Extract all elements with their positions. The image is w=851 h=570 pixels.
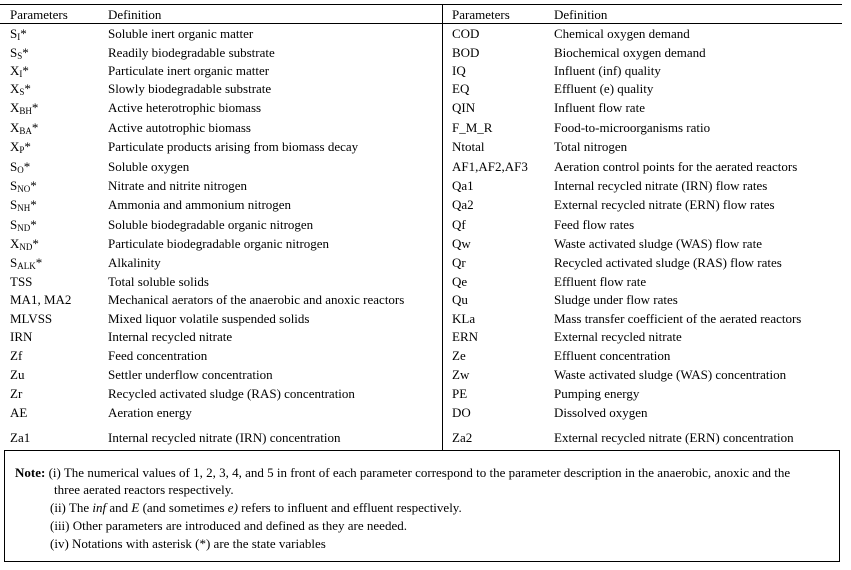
definition-cell: Aeration control points for the aerated reactors — [554, 159, 798, 174]
parameter-symbol: Qu — [452, 292, 468, 307]
definition-cell: Alkalinity — [108, 255, 161, 270]
table-row — [443, 44, 842, 62]
parameter-symbol: IQ — [452, 63, 466, 78]
definition-cell: Active autotrophic biomass — [108, 120, 251, 135]
note-item-iii: (iii) Other parameters are introduced and defined as they are needed. — [50, 518, 407, 533]
definition-cell: Mass transfer coefficient of the aerated reactors — [554, 311, 802, 326]
table-row — [443, 99, 842, 117]
parameter-symbol: X — [10, 100, 20, 115]
parameter-symbol: KLa — [452, 311, 476, 326]
definition-cell: Mixed liquor volatile suspended solids — [108, 311, 310, 326]
definition-cell: Active heterotrophic biomass — [108, 100, 262, 115]
parameter-symbol: X — [10, 236, 20, 251]
definition-cell: Pumping energy — [554, 386, 640, 401]
parameter-symbol: S — [10, 255, 18, 270]
note-item-i — [15, 465, 790, 481]
table-row — [443, 80, 842, 98]
parameter-symbol: Za2 — [452, 430, 473, 445]
table-row — [0, 138, 442, 156]
parameter-subscript: I — [17, 32, 21, 42]
note-item-iv: (iv) Notations with asterisk (*) are the state variables — [50, 536, 326, 551]
parameter-cell — [452, 254, 466, 272]
definition-cell: Total nitrogen — [554, 139, 628, 154]
parameter-cell — [452, 119, 492, 137]
parameter-symbol: PE — [452, 386, 468, 401]
parameter-cell — [10, 404, 27, 422]
parameter-subscript: P — [19, 145, 25, 155]
parameter-symbol: Ze — [452, 348, 466, 363]
parameter-subscript: S — [19, 87, 25, 97]
parameter-symbol: Qa1 — [452, 178, 474, 193]
table-row — [443, 119, 842, 137]
note-ii-and: and — [106, 500, 132, 515]
table-row — [0, 119, 442, 137]
definition-cell: Biochemical oxygen demand — [554, 45, 706, 60]
parameter-symbol: COD — [452, 26, 480, 41]
parameter-cell — [452, 99, 475, 117]
note-box — [4, 450, 840, 562]
parameter-symbol: S — [10, 178, 18, 193]
table-row — [443, 177, 842, 195]
parameter-cell — [10, 347, 22, 365]
parameter-cell — [452, 385, 467, 403]
parameter-symbol: EQ — [452, 81, 470, 96]
state-variable-asterisk: * — [30, 178, 37, 193]
parameter-cell — [10, 25, 27, 43]
parameter-cell — [452, 235, 471, 253]
definition-cell: Nitrate and nitrite nitrogen — [108, 178, 247, 193]
definition-cell: Settler underflow concentration — [108, 367, 273, 382]
parameter-cell — [452, 62, 466, 80]
state-variable-asterisk: * — [24, 139, 31, 154]
parameter-symbol: X — [10, 81, 20, 96]
parameter-symbol: F_M_R — [452, 120, 493, 135]
parameter-symbol: Zu — [10, 367, 25, 382]
note-item-ii — [50, 500, 462, 516]
parameter-symbol: DO — [452, 405, 471, 420]
table-row — [0, 216, 442, 234]
parameter-symbol: Zw — [452, 367, 470, 382]
parameter-cell — [452, 273, 467, 291]
definition-cell: Mechanical aerators of the anaerobic and anoxic reactors — [108, 292, 405, 307]
state-variable-asterisk: * — [22, 45, 29, 60]
table-row — [0, 347, 442, 365]
parameter-cell — [10, 429, 30, 447]
definition-cell: Chemical oxygen demand — [554, 26, 690, 41]
parameter-cell — [10, 216, 37, 234]
parameter-symbol: TSS — [10, 274, 33, 289]
header-rule — [0, 23, 842, 24]
definition-cell: Influent (inf) quality — [554, 63, 661, 78]
definition-cell: Effluent concentration — [554, 348, 671, 363]
parameter-cell — [452, 404, 471, 422]
definition-cell: Particulate products arising from biomass decay — [108, 139, 359, 154]
parameter-symbol: S — [10, 45, 18, 60]
definition-cell: Effluent flow rate — [554, 274, 647, 289]
parameter-symbol: X — [10, 139, 20, 154]
state-variable-asterisk: * — [35, 255, 43, 270]
parameter-symbol: X — [10, 120, 20, 135]
table-row — [0, 196, 442, 214]
table-row — [0, 310, 442, 328]
parameter-cell — [10, 80, 31, 98]
definition-cell: External recycled nitrate (ERN) concentration — [554, 430, 794, 445]
table-row — [0, 99, 442, 117]
definition-cell: External recycled nitrate (ERN) flow rates — [554, 197, 775, 212]
parameter-symbol: BOD — [452, 45, 480, 60]
note-ii-prefix: (ii) The — [50, 500, 93, 515]
definition-cell: Dissolved oxygen — [554, 405, 648, 420]
parameter-symbol: IRN — [10, 329, 33, 344]
parameter-subscript: BH — [19, 106, 32, 116]
state-variable-asterisk: * — [32, 236, 39, 251]
table-row — [443, 291, 842, 309]
parameter-cell — [452, 216, 466, 234]
definition-cell: Soluble biodegradable organic nitrogen — [108, 217, 314, 232]
parameter-cell — [10, 385, 22, 403]
parameter-cell — [452, 291, 468, 309]
definition-cell: Feed concentration — [108, 348, 208, 363]
parameter-cell — [452, 44, 479, 62]
parameter-symbol: AE — [10, 405, 28, 420]
parameter-symbol: Ntotal — [452, 139, 485, 154]
header-definition-left: Definition — [108, 7, 162, 22]
header-parameters-right: Parameters — [452, 7, 510, 22]
parameter-cell — [452, 328, 478, 346]
note-ii-e: e) — [227, 500, 238, 515]
definition-cell: Recycled activated sludge (RAS) concentration — [108, 386, 355, 401]
table-row — [0, 385, 442, 403]
definition-cell: Influent flow rate — [554, 100, 645, 115]
table-row — [443, 273, 842, 291]
parameter-symbol: Qw — [452, 236, 471, 251]
parameter-cell — [10, 291, 71, 309]
parameter-subscript: ALK — [17, 261, 36, 271]
parameter-cell — [10, 366, 24, 384]
definition-cell: Readily biodegradable substrate — [108, 45, 275, 60]
parameter-cell — [452, 25, 479, 43]
state-variable-asterisk: * — [20, 26, 27, 41]
definition-cell: External recycled nitrate — [554, 329, 682, 344]
table-row — [443, 429, 842, 447]
parameter-subscript: S — [17, 51, 23, 61]
parameter-subscript: I — [19, 69, 23, 79]
parameter-cell — [10, 328, 32, 346]
table-row — [443, 216, 842, 234]
note-ii-E: E — [131, 500, 140, 515]
parameter-cell — [10, 273, 32, 291]
parameter-cell — [10, 254, 42, 272]
definition-cell: Effluent (e) quality — [554, 81, 654, 96]
table-row — [0, 235, 442, 253]
parameter-symbol: S — [10, 26, 18, 41]
definition-cell: Waste activated sludge (WAS) flow rate — [554, 236, 762, 251]
parameter-subscript: ND — [19, 242, 33, 252]
parameter-cell — [10, 158, 30, 176]
header-parameters-left: Parameters — [10, 7, 68, 22]
parameter-symbol: Qa2 — [452, 197, 474, 212]
parameter-subscript: ND — [17, 223, 31, 233]
state-variable-asterisk: * — [31, 120, 39, 135]
parameter-symbol: QIN — [452, 100, 476, 115]
table-row — [443, 366, 842, 384]
parameter-symbol: S — [10, 159, 18, 174]
state-variable-asterisk: * — [30, 197, 37, 212]
table-row — [0, 404, 442, 422]
parameter-cell — [10, 44, 29, 62]
table-row — [0, 158, 442, 176]
parameter-symbol: Zr — [10, 386, 23, 401]
note-ii-suffix: refers to influent and effluent respectively. — [237, 500, 462, 515]
note-item-i-text: (i) The numerical values of 1, 2, 3, 4, and 5 in front of each parameter correspond to the parameter description in the anaerobic, anoxic and the — [48, 465, 791, 480]
parameter-subscript: O — [17, 165, 24, 175]
table-row — [443, 138, 842, 156]
parameter-cell — [10, 99, 38, 117]
table-row — [0, 291, 442, 309]
parameter-symbol: MLVSS — [10, 311, 53, 326]
parameter-symbol: X — [10, 63, 20, 78]
table-row — [443, 404, 842, 422]
table-row — [0, 177, 442, 195]
table-row — [0, 254, 442, 272]
note-item-i-continued: three aerated reactors respectively. — [54, 482, 234, 497]
definition-cell: Internal recycled nitrate (IRN) concentration — [108, 430, 341, 445]
note-ii-mid: (and sometimes — [139, 500, 228, 515]
table-row — [0, 80, 442, 98]
parameter-symbol: AF1,AF2,AF3 — [452, 159, 528, 174]
parameter-subscript: BA — [19, 126, 32, 136]
parameter-cell — [452, 366, 469, 384]
parameter-cell — [452, 80, 469, 98]
table-row — [443, 254, 842, 272]
table-row — [443, 347, 842, 365]
parameter-symbol: ERN — [452, 329, 478, 344]
table-row — [0, 44, 442, 62]
parameter-cell — [452, 347, 466, 365]
table-row — [443, 385, 842, 403]
table-row — [443, 158, 842, 176]
definition-cell: Aeration energy — [108, 405, 192, 420]
parameter-symbol: Qr — [452, 255, 466, 270]
state-variable-asterisk: * — [30, 217, 37, 232]
definition-cell: Total soluble solids — [108, 274, 209, 289]
parameter-cell — [452, 429, 472, 447]
definition-cell: Internal recycled nitrate — [108, 329, 233, 344]
definition-cell: Food-to-microorganisms ratio — [554, 120, 711, 135]
table-row — [0, 429, 442, 447]
parameter-cell — [10, 310, 52, 328]
parameter-cell — [10, 138, 31, 156]
parameter-cell — [452, 310, 475, 328]
definition-cell: Recycled activated sludge (RAS) flow rates — [554, 255, 782, 270]
definition-cell: Soluble inert organic matter — [108, 26, 254, 41]
note-ii-inf: inf — [92, 500, 107, 515]
parameter-cell — [452, 177, 474, 195]
table-row — [0, 25, 442, 43]
parameter-cell — [452, 158, 528, 176]
definition-cell: Particulate inert organic matter — [108, 63, 270, 78]
definition-cell: Feed flow rates — [554, 217, 635, 232]
definition-cell: Ammonia and ammonium nitrogen — [108, 197, 292, 212]
table-row — [0, 328, 442, 346]
parameter-symbol: Zf — [10, 348, 23, 363]
state-variable-asterisk: * — [31, 100, 39, 115]
table-row — [443, 62, 842, 80]
definition-cell: Sludge under flow rates — [554, 292, 678, 307]
definition-cell: Slowly biodegradable substrate — [108, 81, 272, 96]
parameter-symbol: Za1 — [10, 430, 31, 445]
note-label: Note: — [15, 465, 46, 480]
table-row — [443, 25, 842, 43]
table-row — [443, 310, 842, 328]
parameter-cell — [10, 235, 39, 253]
table-row — [0, 62, 442, 80]
definition-cell: Waste activated sludge (WAS) concentration — [554, 367, 787, 382]
parameter-cell — [10, 177, 37, 195]
parameter-cell — [452, 196, 474, 214]
definition-cell: Soluble oxygen — [108, 159, 190, 174]
table-row — [443, 196, 842, 214]
table-row — [0, 273, 442, 291]
parameter-cell — [10, 62, 29, 80]
parameter-symbol: MA1, MA2 — [10, 292, 72, 307]
parameter-table — [0, 4, 842, 451]
header-definition-right: Definition — [554, 7, 608, 22]
state-variable-asterisk: * — [24, 81, 31, 96]
parameter-symbol: S — [10, 217, 18, 232]
parameter-symbol: Qf — [452, 217, 466, 232]
parameter-subscript: NO — [17, 184, 31, 194]
parameter-cell — [10, 119, 38, 137]
table-row — [443, 235, 842, 253]
parameter-cell — [10, 196, 37, 214]
parameter-symbol: Qe — [452, 274, 468, 289]
state-variable-asterisk: * — [22, 63, 29, 78]
state-variable-asterisk: * — [23, 159, 31, 174]
parameter-symbol: S — [10, 197, 18, 212]
definition-cell: Internal recycled nitrate (IRN) flow rates — [554, 178, 768, 193]
parameter-cell — [452, 138, 485, 156]
definition-cell: Particulate biodegradable organic nitrogen — [108, 236, 330, 251]
table-row — [0, 366, 442, 384]
parameter-subscript: NH — [17, 203, 31, 213]
table-row — [443, 328, 842, 346]
